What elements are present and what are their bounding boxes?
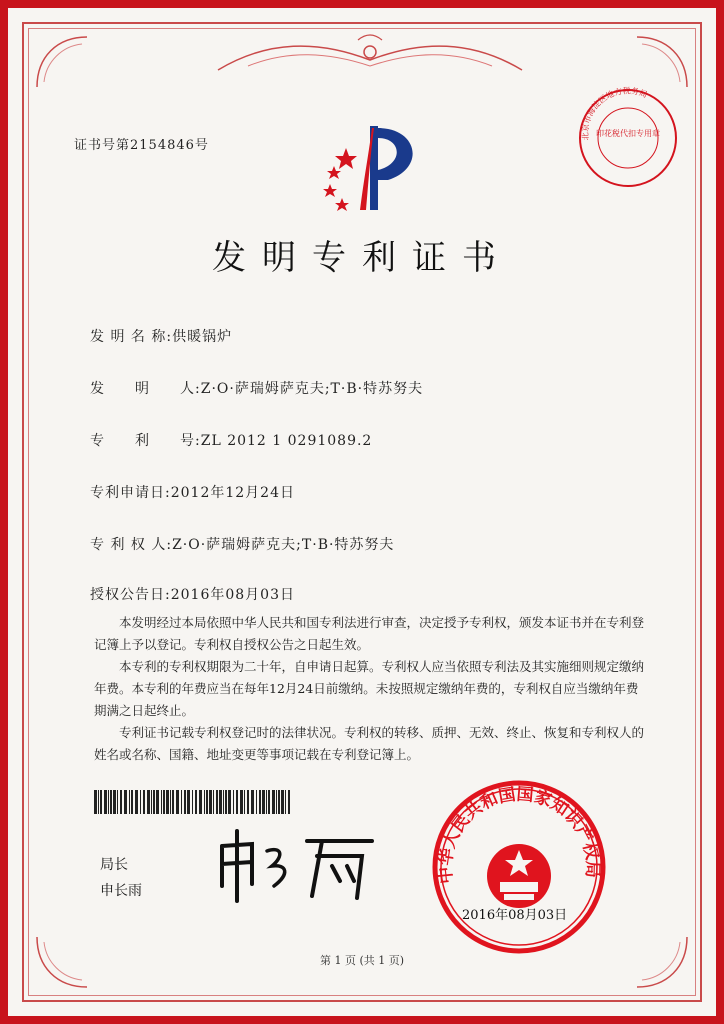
barcode-bar — [170, 790, 171, 814]
barcode-bar — [135, 790, 138, 814]
barcode-bar — [256, 790, 257, 814]
certificate-number: 证书号第2154846号 — [74, 138, 209, 153]
page-footer: 第 1 页 (共 1 页) — [319, 954, 405, 967]
chief-title: 局长 — [100, 857, 128, 873]
patentee-label: 专 利 权 人: — [90, 537, 173, 553]
barcode-icon — [94, 790, 292, 814]
barcode-bar — [268, 790, 270, 814]
barcode-bar — [129, 790, 130, 814]
barcode-bar — [266, 790, 267, 814]
top-ornament-icon — [208, 30, 532, 84]
barcode-bar — [94, 790, 97, 814]
invention-name-row — [90, 326, 232, 346]
barcode-bar — [233, 790, 234, 814]
application-date-row — [90, 482, 295, 502]
inventor-row — [90, 378, 423, 398]
barcode-bar — [216, 790, 218, 814]
barcode-bar — [192, 790, 193, 814]
barcode-bar — [151, 790, 152, 814]
barcode-bar — [204, 790, 205, 814]
barcode-bar — [181, 790, 182, 814]
patent-office-logo-icon — [308, 118, 438, 218]
barcode-bar — [236, 790, 238, 814]
barcode-bar — [278, 790, 280, 814]
barcode-bar — [247, 790, 249, 814]
inventor-value: Z·O·萨瑞姆萨克夫;T·B·特苏努夫 — [200, 381, 424, 397]
announcement-date-row — [90, 584, 295, 604]
barcode-bar — [131, 790, 133, 814]
announcement-date-value: 2016年08月03日 — [170, 587, 295, 603]
certificate-body-text — [94, 612, 649, 766]
barcode-bar — [251, 790, 254, 814]
barcode-bar — [223, 790, 224, 814]
seal-text: 中华人民共和国国家知识产权局 — [435, 784, 603, 885]
barcode-bar — [225, 790, 227, 814]
barcode-bar — [288, 790, 290, 814]
application-date-label: 专利申请日: — [90, 485, 171, 501]
seal-date: 2016年08月03日 — [462, 908, 568, 923]
barcode-bar — [108, 790, 109, 814]
barcode-bar — [259, 790, 261, 814]
barcode-bar — [285, 790, 286, 814]
barcode-bar — [113, 790, 116, 814]
barcode-bar — [199, 790, 202, 814]
barcode-bar — [206, 790, 208, 814]
barcode-bar — [276, 790, 277, 814]
barcode-bar — [98, 790, 99, 814]
barcode-bar — [124, 790, 127, 814]
announcement-date-label: 授权公告日: — [90, 587, 171, 603]
application-date-value: 2012年12月24日 — [170, 485, 295, 501]
patentee-value: Z·O·萨瑞姆萨克夫;T·B·特苏努夫 — [172, 537, 395, 553]
barcode-bar — [172, 790, 174, 814]
official-seal-icon — [430, 778, 608, 956]
barcode-bar — [228, 790, 231, 814]
barcode-bar — [161, 790, 162, 814]
patent-number-value: ZL 2012 1 0291089.2 — [200, 433, 373, 449]
barcode-bar — [143, 790, 145, 814]
barcode-bar — [272, 790, 275, 814]
barcode-bar — [120, 790, 122, 814]
invention-name-label: 发 明 名 称: — [90, 329, 173, 345]
barcode-bar — [153, 790, 155, 814]
chief-name: 申长雨 — [100, 883, 142, 899]
barcode-bar — [195, 790, 197, 814]
body-paragraph: 本专利的专利权期限为二十年，自申请日起算。专利权人应当依照专利法及其实施细则规定缴纳年费。本专利的年费应当在每年12月24日前缴纳。未按照规定缴纳年费的，专利权自应当缴纳年费期满之日起终止。 — [94, 659, 645, 718]
barcode-bar — [100, 790, 102, 814]
stamp-inner-text: 印花税代扣专用章 — [596, 129, 660, 138]
patent-number-label: 专 利 号: — [90, 433, 201, 449]
barcode-bar — [209, 790, 212, 814]
barcode-bar — [156, 790, 159, 814]
barcode-bar — [166, 790, 169, 814]
patent-number-row — [90, 430, 372, 450]
barcode-bar — [244, 790, 245, 814]
stamp-text: 北京市海淀区地方税务局 — [580, 86, 649, 141]
barcode-bar — [140, 790, 141, 814]
invention-name-value: 供暖锅炉 — [172, 329, 233, 345]
barcode-bar — [187, 790, 190, 814]
body-paragraph: 专利证书记载专利权登记时的法律状况。专利权的转移、质押、无效、终止、恢复和专利权人的姓名或名称、国籍、地址变更等事项记载在专利登记簿上。 — [94, 725, 645, 762]
barcode-bar — [262, 790, 265, 814]
barcode-bar — [184, 790, 186, 814]
corner-ornament-icon — [32, 32, 92, 92]
barcode-bar — [281, 790, 284, 814]
barcode-bar — [219, 790, 222, 814]
barcode-bar — [163, 790, 165, 814]
barcode-bar — [117, 790, 118, 814]
barcode-bar — [104, 790, 107, 814]
body-paragraph: 本发明经过本局依照中华人民共和国专利法进行审查，决定授予专利权，颁发本证书并在专利登记簿上予以登记。专利权自授权公告之日起生效。 — [94, 615, 645, 652]
barcode-bar — [176, 790, 179, 814]
barcode-bar — [240, 790, 243, 814]
corner-ornament-icon — [632, 32, 692, 92]
inventor-label: 发 明 人: — [90, 381, 201, 397]
signature-icon — [212, 826, 382, 906]
tax-stamp-icon — [576, 86, 680, 190]
patentee-row — [90, 534, 394, 554]
page-title: 发明专利证书 — [212, 238, 512, 278]
barcode-bar — [110, 790, 112, 814]
barcode-bar — [213, 790, 214, 814]
barcode-bar — [147, 790, 150, 814]
